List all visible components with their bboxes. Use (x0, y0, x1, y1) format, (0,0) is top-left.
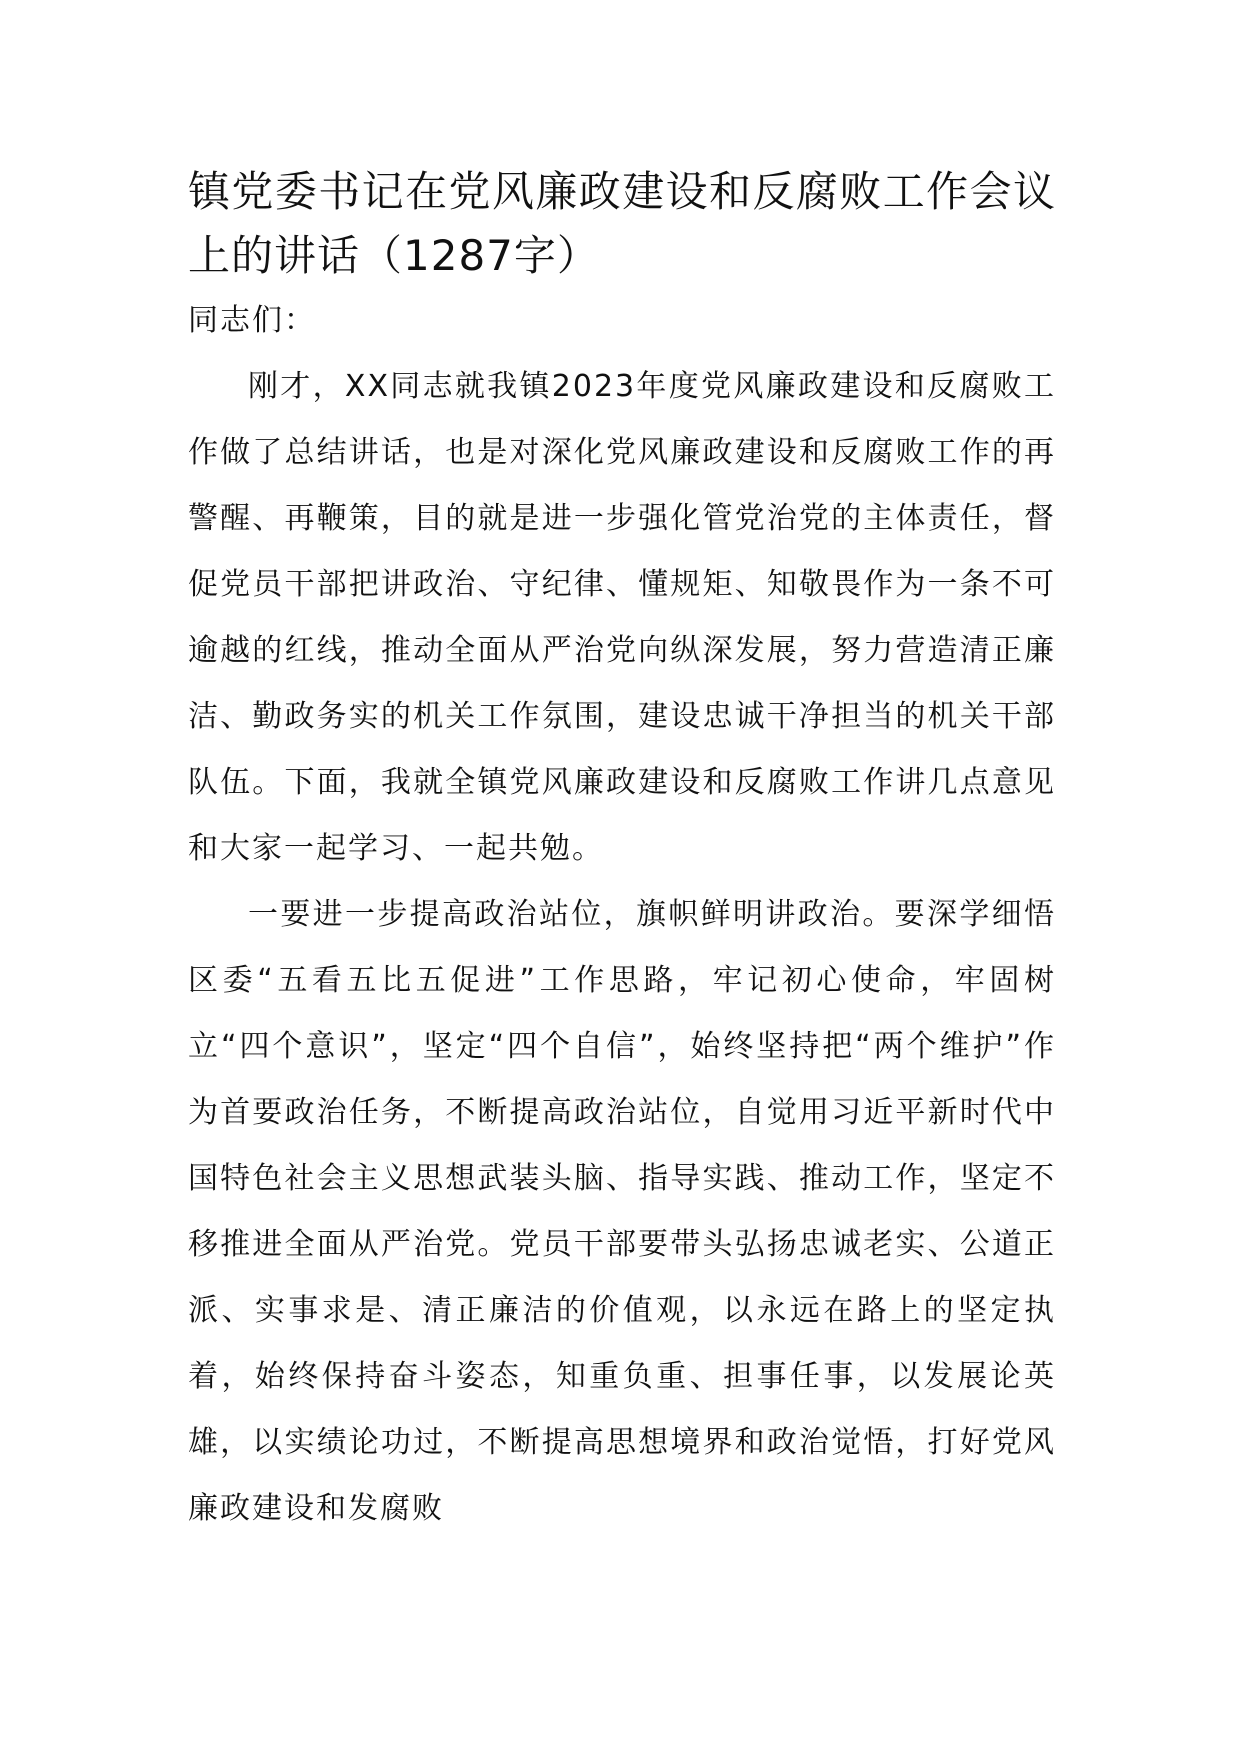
paragraph-2-lead: 一要进一步提高政治站位，旗帜鲜明讲政治。 (248, 897, 895, 932)
paragraph-1-text: 刚才，XX同志就我镇2023年度党风廉政建设和反腐败工作做了总结讲话，也是对深化党风廉政建设和反腐败工作的再警醒、再鞭策，目的就是进一步强化管党治党的主体责任，督促党员干部把讲政治、守纪律、懂规矩、知敬畏作为一条不可逾越的红线，推动全面从严治党向纵深发展，努力营造清正廉洁、勤政务实的机关工作氛围，建设忠诚干净担当的机关干部队伍。下面，我就全镇党风廉政建设和反腐败工作讲几点意见和大家一起学习、一起共勉。 (188, 369, 1056, 866)
document-title: 镇党委书记在党风廉政建设和反腐败工作会议上的讲话（1287字） (188, 167, 1056, 280)
paragraph-2 (188, 882, 1056, 1542)
salutation: 同志们： (188, 303, 316, 338)
paragraph-2-text: 要深学细悟区委“五看五比五促进”工作思路，牢记初心使命，牢固树立“四个意识”，坚定“四个自信”，始终坚持把“两个维护”作为首要政治任务，不断提高政治站位，自觉用习近平新时代中国特色社会主义思想武装头脑、指导实践、推动工作，坚定不移推进全面从严治党。党员干部要带头弘扬忠诚老实、公道正派、实事求是、清正廉洁的价值观，以永远在路上的坚定执着，始终保持奋斗姿态，知重负重、担事任事，以发展论英雄，以实绩论功过，不断提高思想境界和政治觉悟，打好党风廉政建设和发腐败 (188, 897, 1057, 1526)
document-body (188, 160, 1056, 1542)
paragraph-1 (188, 354, 1056, 882)
